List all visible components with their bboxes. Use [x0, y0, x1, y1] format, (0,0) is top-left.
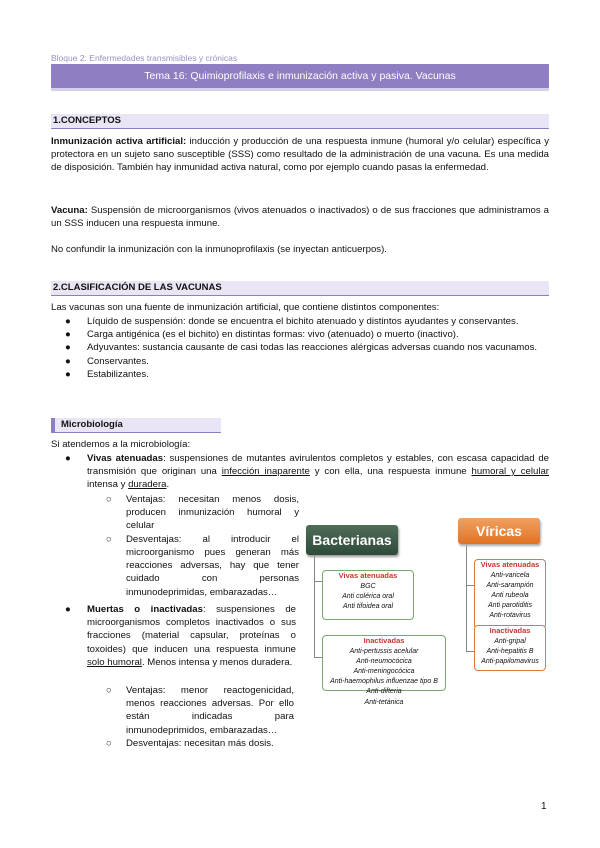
connector-line	[466, 544, 467, 651]
bullet-icon: ●	[65, 355, 71, 367]
list-item: ● Estabilizantes.	[65, 368, 149, 380]
term-muertas: Muertas o inactivadas	[87, 604, 203, 615]
card-item: Anti-neumocócica	[356, 658, 412, 666]
card-item: Anti-gripal	[494, 637, 526, 645]
card-item: Anti-haemophilus influenzae tipo B	[330, 678, 438, 686]
page-number: 1	[541, 801, 547, 812]
card-item: Anti-pertussis acelular	[349, 647, 419, 655]
list-item: ○ Desventajas: al introducir el microorganismo pues generan más reacciones adversas, hay que tener cuidado con personas inmunodeprimidas, embarazadas…	[106, 533, 299, 598]
card-item: Anti-sarampión	[486, 582, 534, 590]
circle-bullet-icon: ○	[106, 533, 112, 545]
list-item: ● Carga antigénica (es el bichito) en distintas formas: vivo (atenuado) o muerto (inactivo).	[65, 329, 459, 341]
card-item: Anti-tetánica	[364, 698, 404, 706]
list-item: ● Muertas o inactivadas: suspensiones de microorganismos completos inactivados o sus fracciones (material capsular, proteínas o toxoides) que inducen una respuesta inmune solo humoral. Menos intensa y menos duradera.	[65, 604, 296, 668]
paragraph-intro-vacunas: Las vacunas son una fuente de inmunización artificial, que contiene distintos componentes:	[51, 302, 440, 313]
text-inmunizacion: inducción y producción de una respuesta inmune (humoral y/o celular) específica y protectora en un sujeto sano susceptible (SSS) como resultado de la administración de una vacuna. Es una medida de disposición. También hay inmunidad activa natural, como por ejemplo cuando pasas la enfermedad.	[51, 136, 549, 174]
card-item: Anti parotiditis	[488, 602, 532, 610]
connector-line	[466, 585, 474, 586]
bullet-icon: ●	[65, 604, 71, 615]
bullet-icon: ●	[65, 453, 71, 464]
list-item: ○ Ventajas: menor reactogenicidad, menos reacciones adversas. Por ello están indicadas para inmunodeprimidos, embarazadas…	[106, 685, 294, 736]
vir-inact-card	[474, 625, 546, 671]
vivas-sublist	[51, 493, 299, 599]
card-title: Vivas atenuadas	[338, 571, 398, 580]
list-item: ○ Ventajas: necesitan menos dosis, producen inmunización humoral y celular	[106, 494, 299, 532]
circle-bullet-icon: ○	[106, 737, 112, 749]
card-title: Inactivadas	[489, 626, 531, 635]
card-title: Inactivadas	[363, 636, 405, 645]
connector-line	[314, 657, 322, 658]
muertas-list-item	[51, 603, 296, 669]
bullet-icon: ●	[65, 342, 71, 354]
list-item: ● Líquido de suspensión: donde se encuentra el bichito atenuado y distintos ayudantes y conservantes.	[65, 316, 519, 327]
bact-inact-card	[322, 635, 446, 706]
connector-line	[314, 581, 322, 582]
viricas-box: Víricas	[458, 518, 540, 544]
card-item: Anti rubeola	[491, 592, 529, 600]
card-item: Anti-meningocócica	[353, 668, 415, 676]
vir-vivas-card	[474, 559, 546, 629]
muertas-sublist	[51, 684, 294, 750]
paragraph-intro-micro: Si atendemos a la microbiología:	[51, 439, 191, 450]
term-inmunizacion: Inmunización activa artificial:	[51, 136, 187, 147]
card-item: Anti tifoidea oral	[342, 603, 394, 611]
card-item: Anti-rotavirus	[489, 612, 531, 620]
vaccine-classification-diagram	[300, 515, 550, 706]
section-heading-clasificacion: 2.CLASIFICACIÓN DE LAS VACUNAS	[51, 281, 549, 296]
paragraph-no-confundir: No confundir la inmunización con la inmunoprofilaxis (se inyectan anticuerpos).	[51, 244, 387, 255]
paragraph-vacuna	[51, 204, 549, 230]
bact-vivas-card	[322, 570, 414, 620]
list-item: ● Adyuvantes: sustancia causante de casi todas las reacciones alérgicas adversas cuando nos vacunamos.	[65, 342, 538, 354]
text-vacuna: Suspensión de microorganismos (vivos atenuados o inactivados) o de sus fracciones que administramos a un SSS inducen una respuesta inmune.	[51, 205, 549, 230]
subsection-heading-microbiologia: Microbiología	[51, 418, 221, 433]
vivas-list-item	[51, 452, 549, 492]
circle-bullet-icon: ○	[106, 494, 112, 505]
bullet-icon: ●	[65, 329, 71, 341]
topic-title: Tema 16: Quimioprofilaxis e inmunización activa y pasiva. Vacunas	[51, 64, 549, 88]
circle-bullet-icon: ○	[106, 685, 112, 696]
components-list	[51, 315, 549, 381]
card-item: Anti-hepatitis B	[486, 648, 534, 656]
section-heading-conceptos: 1.CONCEPTOS	[51, 114, 549, 129]
list-item: ● Conservantes.	[65, 355, 149, 367]
connector-line	[314, 555, 315, 657]
term-vacuna: Vacuna:	[51, 205, 88, 216]
connector-line	[466, 651, 474, 652]
term-vivas: Vivas atenuadas	[87, 453, 164, 464]
block-label: Bloque 2: Enfermedades transmisibles y crónicas	[51, 53, 238, 63]
list-item: ● Vivas atenuadas: suspensiones de mutantes avirulentos completos y estables, con escasa capacidad de transmisión que originan una infección inaparente y con ella, una respuesta inmune humoral y celular intensa y duradera.	[65, 453, 550, 491]
card-item: Anti colérica oral	[342, 593, 394, 601]
card-item: Anti-varicela	[490, 571, 530, 579]
paragraph-inmunizacion	[51, 135, 549, 175]
list-item: ○ Desventajas: necesitan más dosis.	[106, 737, 274, 749]
card-title: Vivas atenuadas	[480, 560, 540, 569]
card-item: Anti-papilomavirus	[481, 658, 539, 666]
card-item: Anti-difteria	[366, 688, 402, 696]
bullet-icon: ●	[65, 316, 71, 327]
bullet-icon: ●	[65, 368, 71, 380]
bacterianas-box: Bacterianas	[306, 525, 398, 555]
card-item: BGC	[360, 582, 376, 590]
